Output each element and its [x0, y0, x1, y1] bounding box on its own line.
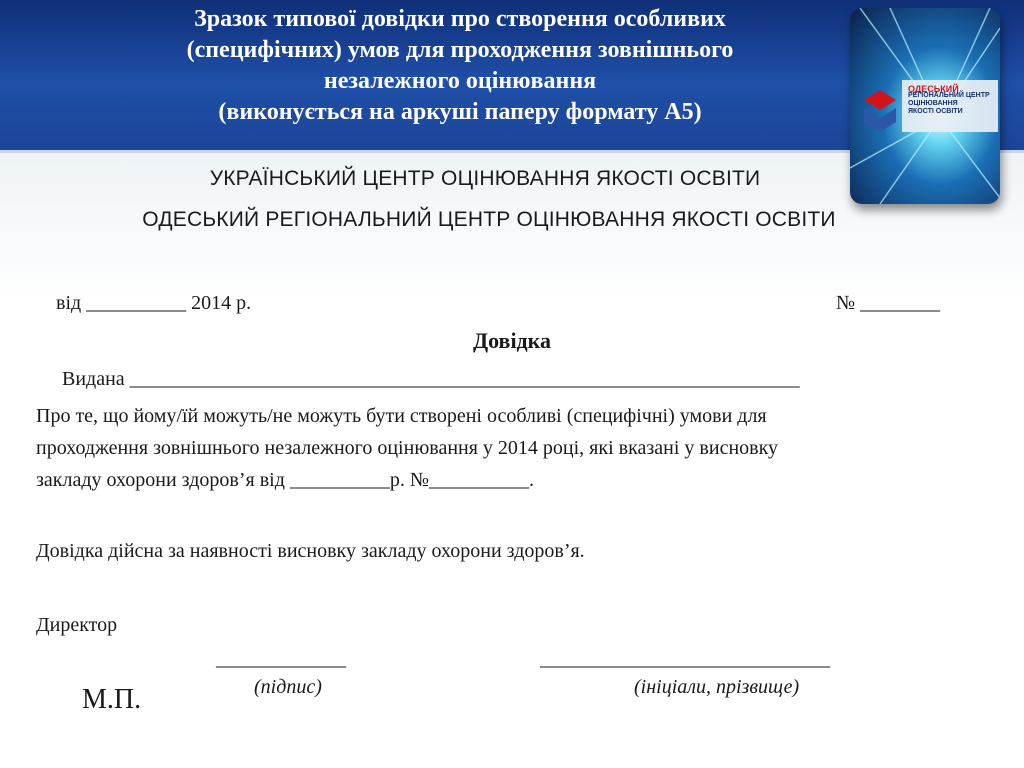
organization-name-primary: УКРАЇНСЬКИЙ ЦЕНТР ОЦІНЮВАННЯ ЯКОСТІ ОСВІТИ [209, 167, 761, 190]
name-caption: (ініціали, прізвище) [634, 676, 800, 698]
header-title [30, 4, 890, 128]
logo-caption-line-1: РЕГІОНАЛЬНИЙ ЦЕНТР [908, 92, 990, 99]
logo-caption-line-2: ОЦІНЮВАННЯ [908, 100, 958, 107]
logo-caption [908, 92, 996, 116]
issued-to-line: Видана ___________________________________________________________________ [62, 368, 800, 390]
director-label: Директор [36, 614, 118, 636]
header-title-line-2: (специфічних) умов для проходження зовнішнього [186, 37, 734, 63]
body-paragraph [36, 400, 988, 496]
body-line-2: проходження зовнішнього незалежного оцінювання у 2014 році, які вказані у висновку [36, 437, 779, 459]
name-line: _____________________________ [540, 648, 830, 670]
body-line-3: закладу охорони здоров’я від __________р. №__________. [36, 469, 534, 491]
document-title: Довідка [472, 328, 552, 353]
book-icon-top [864, 90, 896, 110]
header-title-line-4: (виконується на аркуші паперу формату А5) [218, 99, 702, 125]
body-line-1: Про те, що йому/їй можуть/не можуть бути створені особливі (специфічні) умови для [36, 405, 767, 427]
signature-caption: (підпис) [254, 676, 322, 698]
logo-caption-line-3: ЯКОСТІ ОСВІТИ [908, 108, 963, 115]
signature-line: _____________ [216, 648, 346, 670]
header-title-line-3: незалежного оцінювання [323, 68, 597, 94]
logo-brand: ОДЕСЬКИЙ [908, 84, 959, 94]
organization-name-regional: ОДЕСЬКИЙ РЕГІОНАЛЬНИЙ ЦЕНТР ОЦІНЮВАННЯ ЯКОСТІ ОСВІТИ [142, 208, 836, 231]
document-number-line: № ________ [836, 292, 941, 314]
date-line: від __________ 2014 р. [56, 292, 252, 314]
validity-note: Довідка дійсна за наявності висновку закладу охорони здоров’я. [36, 540, 585, 562]
book-icon-bottom [864, 108, 896, 132]
stamp-placeholder: М.П. [82, 684, 142, 715]
header-title-line-1: Зразок типової довідки про створення особливих [194, 6, 726, 32]
